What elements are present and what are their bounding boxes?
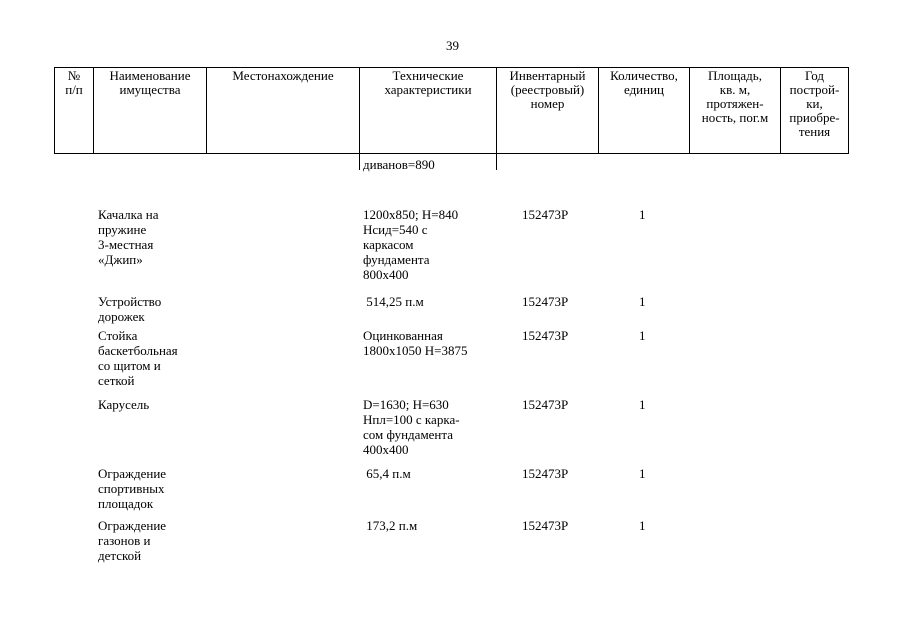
- row-spec-ograzhdenie-sport: 65,4 п.м: [363, 466, 411, 481]
- header-num: № п/п: [55, 68, 94, 154]
- row-inventory: 152473Р: [522, 328, 569, 343]
- row-quantity: 1: [639, 397, 646, 412]
- row-inventory: 152473Р: [522, 466, 569, 481]
- header-name: Наименование имущества: [94, 68, 207, 154]
- column-rule: [496, 154, 497, 170]
- property-table-header: [54, 67, 849, 154]
- row-quantity: 1: [639, 518, 646, 533]
- row-spec-kachalka: 1200х850; Н=840 Нсид=540 с каркасом фундамента 800х400: [363, 207, 459, 282]
- row-quantity: 1: [639, 328, 646, 343]
- page-number: 39: [446, 38, 459, 53]
- row-name-ograzhdenie-gazon: Ограждение газонов и детской: [98, 518, 167, 563]
- header-area: Площадь, кв. м, протяжен- ность, пог.м: [690, 68, 781, 154]
- row-spec-karusel: D=1630; Н=630 Нпл=100 с карка- сом фундамента 400х400: [363, 397, 460, 457]
- row-name-dorozhki: Устройство дорожек: [98, 294, 162, 324]
- row-spec-stoika: Оцинкованная 1800х1050 Н=3875: [363, 328, 468, 358]
- row-name-kachalka: Качалка на пружине 3-местная «Джип»: [98, 207, 159, 267]
- row-spec-dorozhki: 514,25 п.м: [363, 294, 424, 309]
- row-inventory: 152473Р: [522, 207, 569, 222]
- row-inventory: 152473Р: [522, 294, 569, 309]
- row-quantity: 1: [639, 294, 646, 309]
- continuation-spec: диванов=890: [363, 157, 435, 172]
- header-inventory: Инвентарный (реестровый) номер: [497, 68, 599, 154]
- row-inventory: 152473Р: [522, 397, 569, 412]
- row-inventory: 152473Р: [522, 518, 569, 533]
- header-quantity: Количество, единиц: [599, 68, 690, 154]
- row-name-ograzhdenie-sport: Ограждение спортивных площадок: [98, 466, 167, 511]
- row-name-stoika: Стойка баскетбольная со щитом и сеткой: [98, 328, 178, 388]
- header-location: Местонахождение: [207, 68, 360, 154]
- row-quantity: 1: [639, 207, 646, 222]
- row-quantity: 1: [639, 466, 646, 481]
- header-specs: Технические характеристики: [360, 68, 497, 154]
- header-year: Год построй- ки, приобре- тения: [781, 68, 849, 154]
- column-rule: [359, 154, 360, 170]
- row-spec-ograzhdenie-gazon: 173,2 п.м: [363, 518, 418, 533]
- row-name-karusel: Карусель: [98, 397, 150, 412]
